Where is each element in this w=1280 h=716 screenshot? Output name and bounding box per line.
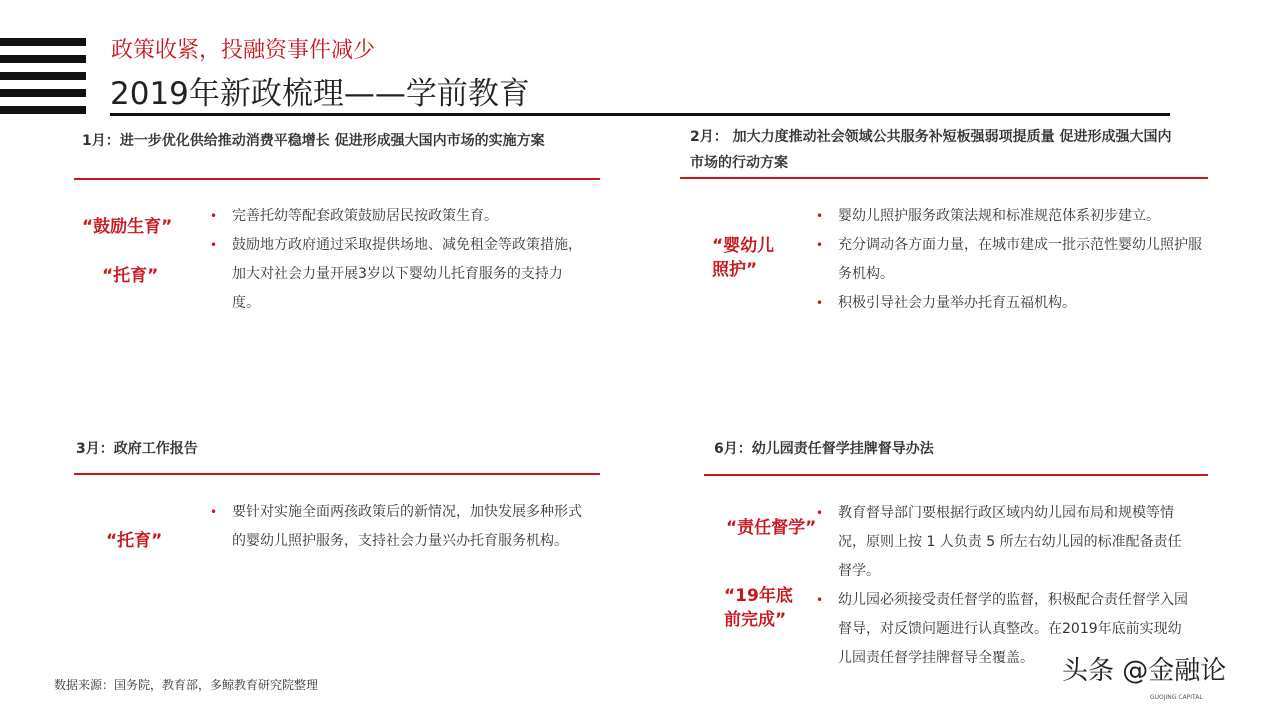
panel-tag: “19年底前完成” — [724, 586, 793, 630]
panel-heading: 3月：政府工作报告 — [76, 441, 198, 457]
panel-bullet-list — [210, 498, 586, 556]
panel-bullet-list — [816, 499, 1194, 673]
panel-tag: “托育” — [106, 531, 163, 551]
panel-divider — [680, 177, 1208, 179]
panel-tag: “鼓励生育” — [82, 217, 173, 237]
title-divider — [110, 113, 1170, 116]
panel-heading: 6月：幼儿园责任督学挂牌督导办法 — [714, 441, 934, 457]
list-item: • 鼓励地方政府通过采取提供场地、减免租金等政策措施，加大对社会力量开展3岁以下婴幼儿托育服务的支持力度。 — [210, 231, 586, 318]
list-item: • 要针对实施全面两孩政策后的新情况，加快发展多种形式的婴幼儿照护服务，支持社会力量兴办托育服务机构。 — [210, 498, 586, 556]
list-item: • 完善托幼等配套政策鼓励居民按政策生育。 — [210, 202, 586, 231]
panel-tag: “婴幼儿照护” — [712, 236, 775, 280]
panel-divider — [704, 474, 1208, 476]
list-item: • 婴幼儿照护服务政策法规和标准规范体系初步建立。 — [816, 202, 1204, 231]
policy-panel-mar — [74, 436, 600, 616]
list-item: • 教育督导部门要根据行政区域内幼儿园布局和规模等情况，原则上按 1 人负责 5 所左右幼儿园的标准配备责任督学。 — [816, 499, 1194, 586]
panel-tag: “责任督学” — [726, 518, 817, 538]
page-subtitle: 政策收紧，投融资事件减少 — [111, 38, 376, 63]
list-item: • 充分调动各方面力量，在城市建成一批示范性婴幼儿照护服务机构。 — [816, 231, 1204, 289]
page-title: 2019年新政梳理——学前教育 — [110, 76, 530, 112]
panel-divider — [74, 473, 600, 475]
panel-divider — [74, 178, 600, 180]
watermark: 头条 @金融论 — [1058, 650, 1230, 687]
policy-panel-jun — [704, 436, 1208, 676]
list-item: • 积极引导社会力量举办托育五福机构。 — [816, 289, 1204, 318]
panel-bullet-list — [816, 202, 1204, 318]
list-item: • 幼儿园必须接受责任督学的监督，积极配合责任督学入园督导，对反馈问题进行认真整改。在2019年底前实现幼儿园责任督学挂牌督导全覆盖。 — [816, 586, 1194, 673]
policy-panel-jan — [74, 128, 600, 408]
data-source-note: 数据来源：国务院，教育部，多鲸教育研究院整理 — [54, 678, 319, 692]
panel-bullet-list — [210, 202, 586, 318]
panel-heading: 1月：进一步优化供给推动消费平稳增长 促进形成强大国内市场的实施方案 — [82, 133, 545, 149]
panel-tag: “托育” — [102, 266, 159, 286]
policy-panel-feb — [680, 124, 1208, 404]
watermark-subtext: GUOJING CAPITAL — [1150, 694, 1203, 701]
logo-bars-icon — [0, 38, 86, 114]
panel-heading: 2月： 加大力度推动社会领域公共服务补短板强弱项提质量 促进形成强大国内市场的行动方案 — [690, 129, 1172, 171]
